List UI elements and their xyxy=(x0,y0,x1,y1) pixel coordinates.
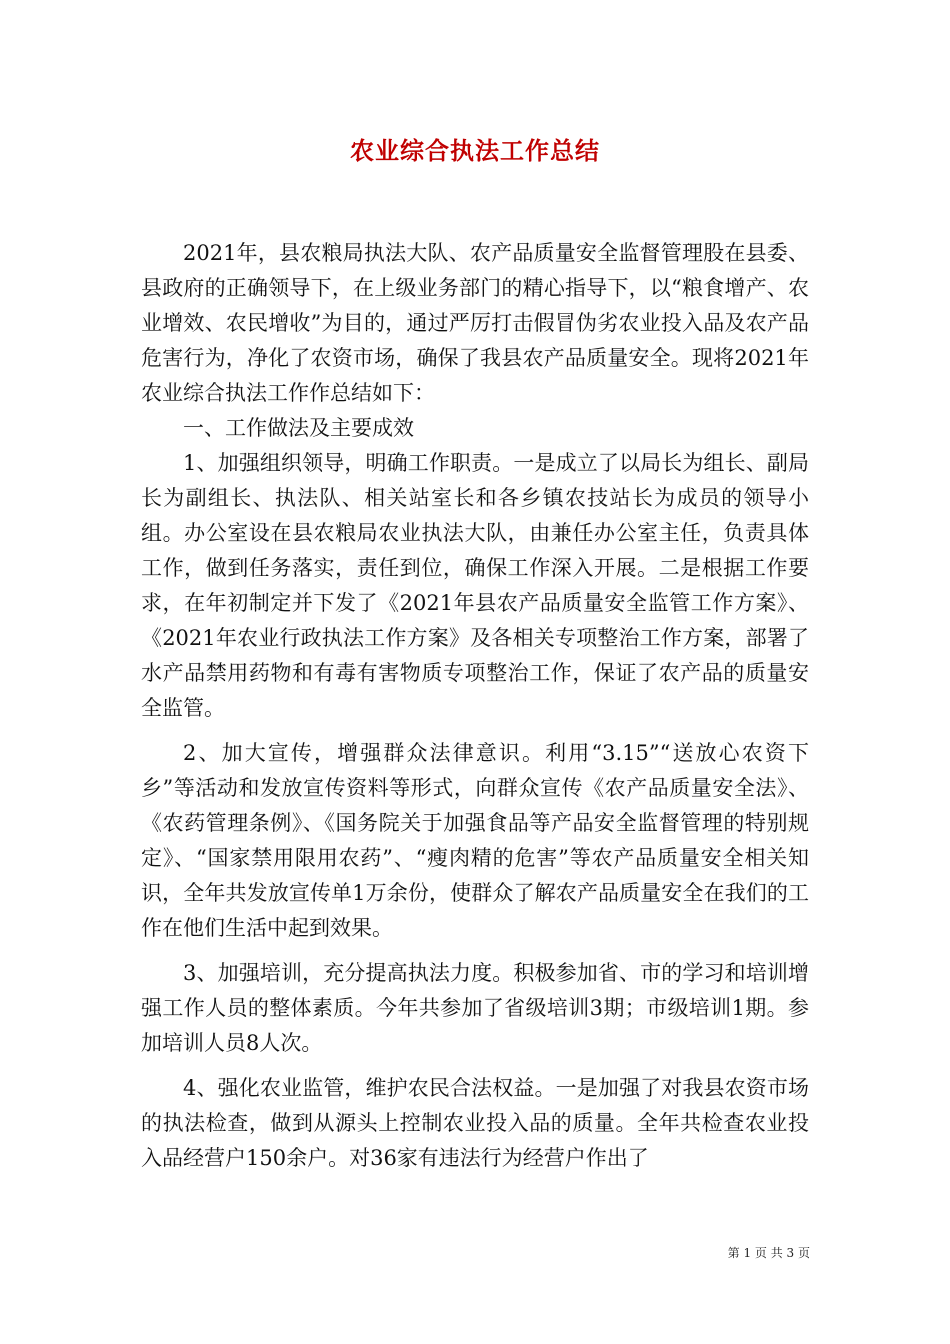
document-body xyxy=(141,236,809,1176)
item-paragraph-3: 3、加强培训，充分提高执法力度。积极参加省、市的学习和培训增强工作人员的整体素质。今年共参加了省级培训3期；市级培训1期。参加培训人员8人次。 xyxy=(141,961,809,1055)
item-paragraph-4: 4、强化农业监管，维护农民合法权益。一是加强了对我县农资市场的执法检查，做到从源头上控制农业投入品的质量。全年共检查农业投入品经营户150余户。对36家有违法行为经营户作出了 xyxy=(141,1076,809,1170)
page-indicator: 第 1 页 共 3 页 xyxy=(727,1246,810,1260)
intro-paragraph: 2021年，县农粮局执法大队、农产品质量安全监督管理股在县委、县政府的正确领导下，在上级业务部门的精心指导下，以“粮食增产、农业增效、农民增收”为目的，通过严厉打击假冒伪劣农业投入品及农产品危害行为，净化了农资市场，确保了我县农产品质量安全。现将2021年农业综合执法工作作总结如下： xyxy=(141,241,809,405)
document-title: 农业综合执法工作总结 xyxy=(350,136,600,165)
item-paragraph-1: 1、加强组织领导，明确工作职责。一是成立了以局长为组长、副局长为副组长、执法队、相关站室长和各乡镇农技站长为成员的领导小组。办公室设在县农粮局农业执法大队，由兼任办公室主任，负责具体工作，做到任务落实，责任到位，确保工作深入开展。二是根据工作要求，在年初制定并下发了《2021年县农产品质量安全监管工作方案》、《2021年农业行政执法工作方案》及各相关专项整治工作方案，部署了水产品禁用药物和有毒有害物质专项整治工作，保证了农产品的质量安全监管。 xyxy=(141,451,809,720)
item-paragraph-2: 2、加大宣传，增强群众法律意识。利用“3.15”“送放心农资下乡”等活动和发放宣传资料等形式，向群众宣传《农产品质量安全法》、《农药管理条例》、《国务院关于加强食品等产品安全监督管理的特别规定》、“国家禁用限用农药”、“瘦肉精的危害”等农产品质量安全相关知识，全年共发放宣传单1万余份，使群众了解农产品质量安全在我们的工作在他们生活中起到效果。 xyxy=(141,741,809,940)
section-heading: 一、工作做法及主要成效 xyxy=(183,416,414,440)
